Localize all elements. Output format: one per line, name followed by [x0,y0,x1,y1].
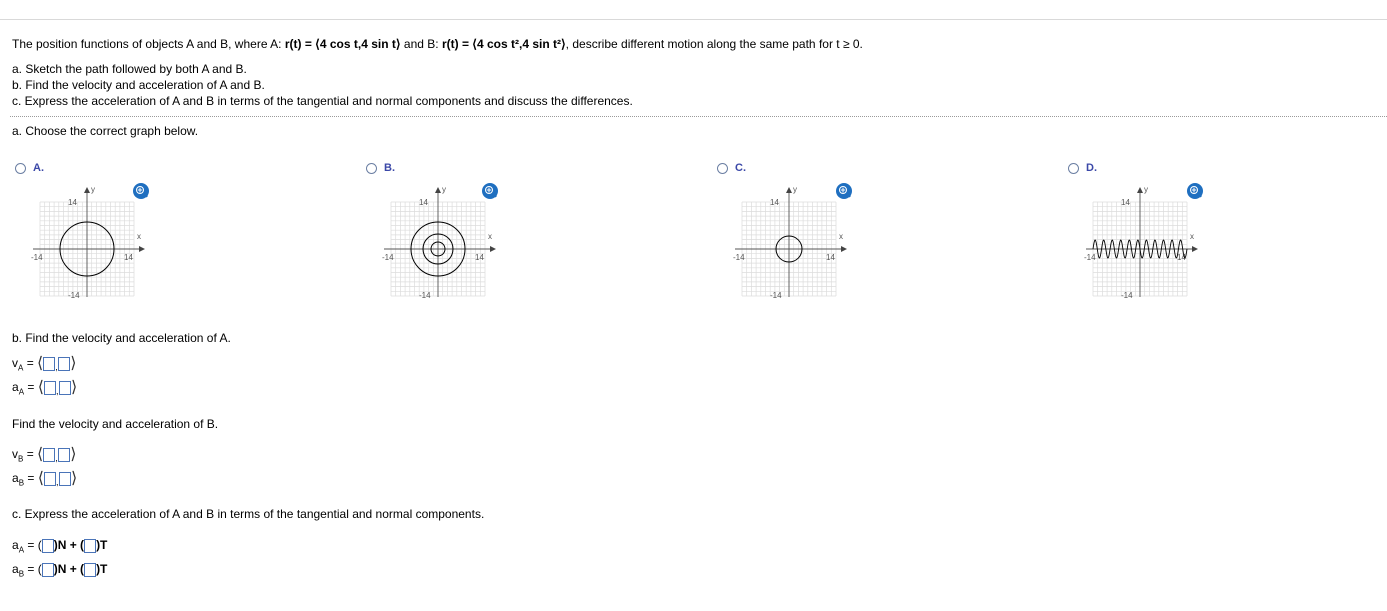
zoom-in-icon-d[interactable]: + [1187,183,1203,199]
y-axis-arrow [84,187,90,193]
tick-label-y-neg: -14 [419,291,431,300]
intro-between: and B: [400,37,442,51]
problem-intro [12,37,863,51]
intro-prefix: The position functions of objects A and B, where A: [12,37,285,51]
ca-equals: = ( [27,538,42,552]
position-function-a: r(t) = ⟨4 cos t,4 sin t⟩ [284,37,401,51]
ca-n-label: )N + ( [53,538,85,552]
radio-button-a[interactable] [15,163,26,174]
zoom-in-icon-a[interactable]: + [133,183,149,199]
question-b2-prompt: Find the velocity and acceleration of B. [12,417,219,431]
tick-label-y-neg: -14 [770,291,782,300]
graph-c [732,185,852,300]
graph-b [381,185,501,300]
vb-y-input[interactable] [58,448,70,462]
right-angle-icon: ⟩ [70,445,77,463]
axis-label-y: y [91,185,95,194]
va-sub: A [18,363,24,373]
axis-label-y: y [793,185,797,194]
aa-x-input[interactable] [44,381,56,395]
radio-button-b[interactable] [366,163,377,174]
ca-label: a [12,538,19,552]
tick-label-x-neg: -14 [733,253,745,262]
tick-label-y-pos: 14 [770,198,779,207]
left-angle-icon: ⟨ [37,445,44,463]
cb-n-label: )N + ( [53,562,85,576]
tick-label-x-pos: 14 [475,253,484,262]
left-angle-icon: ⟨ [37,354,44,372]
radio-button-d[interactable] [1068,163,1079,174]
section-divider [10,116,1387,117]
right-angle-icon: ⟩ [70,354,77,372]
tick-label-x-pos: 14 [124,253,133,262]
x-axis-arrow [841,246,847,252]
aa-sub: A [18,387,25,397]
vb-label: v [12,447,18,461]
tick-label-y-neg: -14 [1121,291,1133,300]
cb-t-label: )T [96,562,108,576]
cb-label: a [12,562,19,576]
accel-components-a-row [12,538,107,556]
axis-label-x: x [137,232,141,241]
x-axis-arrow [490,246,496,252]
choice-letter-c: C. [735,162,746,174]
ca-t-label: )T [96,538,108,552]
acceleration-a-row: $a_A$ = ⟨ , ⟩ [12,378,78,397]
va-y-input[interactable] [58,357,70,371]
tick-label-y-neg: -14 [68,291,80,300]
ab-x-input[interactable] [44,472,56,486]
ab-sub: B [18,478,25,488]
y-axis-arrow [786,187,792,193]
vb-sub: B [18,454,24,464]
accel-components-b-row [12,562,107,580]
ab-equals: = [27,471,35,485]
ca-sub: A [18,545,25,555]
tick-label-y-pos: 14 [419,198,428,207]
y-axis-arrow [435,187,441,193]
choice-letter-b: B. [384,162,395,174]
velocity-b-row: $v_B$ = ⟨ , ⟩ [12,445,77,464]
velocity-a-row: $v_A$ = ⟨ , ⟩ [12,354,77,373]
left-angle-icon: ⟨ [37,469,44,487]
axis-label-y: y [442,185,446,194]
x-axis-arrow [1192,246,1198,252]
aa-label: a [12,380,19,394]
tick-label-x-neg: -14 [382,253,394,262]
cb-equals: = ( [27,562,42,576]
va-label: v [12,356,18,370]
zoom-in-icon-c[interactable]: + [836,183,852,199]
question-c-prompt: c. Express the acceleration of A and B in terms of the tangential and normal components. [12,507,485,521]
tick-label-x-neg: -14 [1084,253,1096,262]
left-angle-icon: ⟨ [37,378,44,396]
aa-equals: = [27,380,35,394]
tick-label-y-pos: 14 [68,198,77,207]
y-axis-arrow [1137,187,1143,193]
top-divider [0,19,1387,20]
right-angle-icon: ⟩ [70,378,78,396]
graph-d [1083,185,1203,300]
part-b-text: b. Find the velocity and acceleration of A and B. [12,78,265,92]
x-axis-arrow [139,246,145,252]
graph-a [30,185,150,300]
vb-equals: = [26,447,34,461]
choice-letter-d: D. [1086,162,1097,174]
ab-y-input[interactable] [59,472,71,486]
cb-sub: B [18,569,25,579]
vb-x-input[interactable] [43,448,55,462]
question-b-prompt: b. Find the velocity and acceleration of A. [12,331,231,345]
part-a-text: a. Sketch the path followed by both A and B. [12,62,247,76]
zoom-in-icon-b[interactable]: + [482,183,498,199]
aa-y-input[interactable] [59,381,71,395]
ab-label: a [12,471,19,485]
choice-letter-a: A. [33,162,44,174]
right-angle-icon: ⟩ [70,469,78,487]
intro-suffix: , describe different motion along the same path for t ≥ 0. [565,37,863,51]
axis-label-x: x [1190,232,1194,241]
va-equals: = [26,356,34,370]
axis-label-y: y [1144,185,1148,194]
tick-label-x-pos: 14 [1177,253,1186,262]
ab-normal-input[interactable] [42,563,54,577]
ab-tangential-input[interactable] [84,563,96,577]
va-x-input[interactable] [43,357,55,371]
tick-label-x-pos: 14 [826,253,835,262]
axis-label-x: x [488,232,492,241]
aa-normal-input[interactable] [42,539,54,553]
acceleration-b-row: $a_B$ = ⟨ , ⟩ [12,469,78,488]
tick-label-x-neg: -14 [31,253,43,262]
aa-tangential-input[interactable] [84,539,96,553]
question-a-prompt: a. Choose the correct graph below. [12,124,199,138]
axis-label-x: x [839,232,843,241]
part-c-text: c. Express the acceleration of A and B in terms of the tangential and normal components and discuss the differences. [12,94,633,108]
radio-button-c[interactable] [717,163,728,174]
position-function-b: r(t) = ⟨4 cos t²,4 sin t²⟩ [441,37,566,51]
tick-label-y-pos: 14 [1121,198,1130,207]
